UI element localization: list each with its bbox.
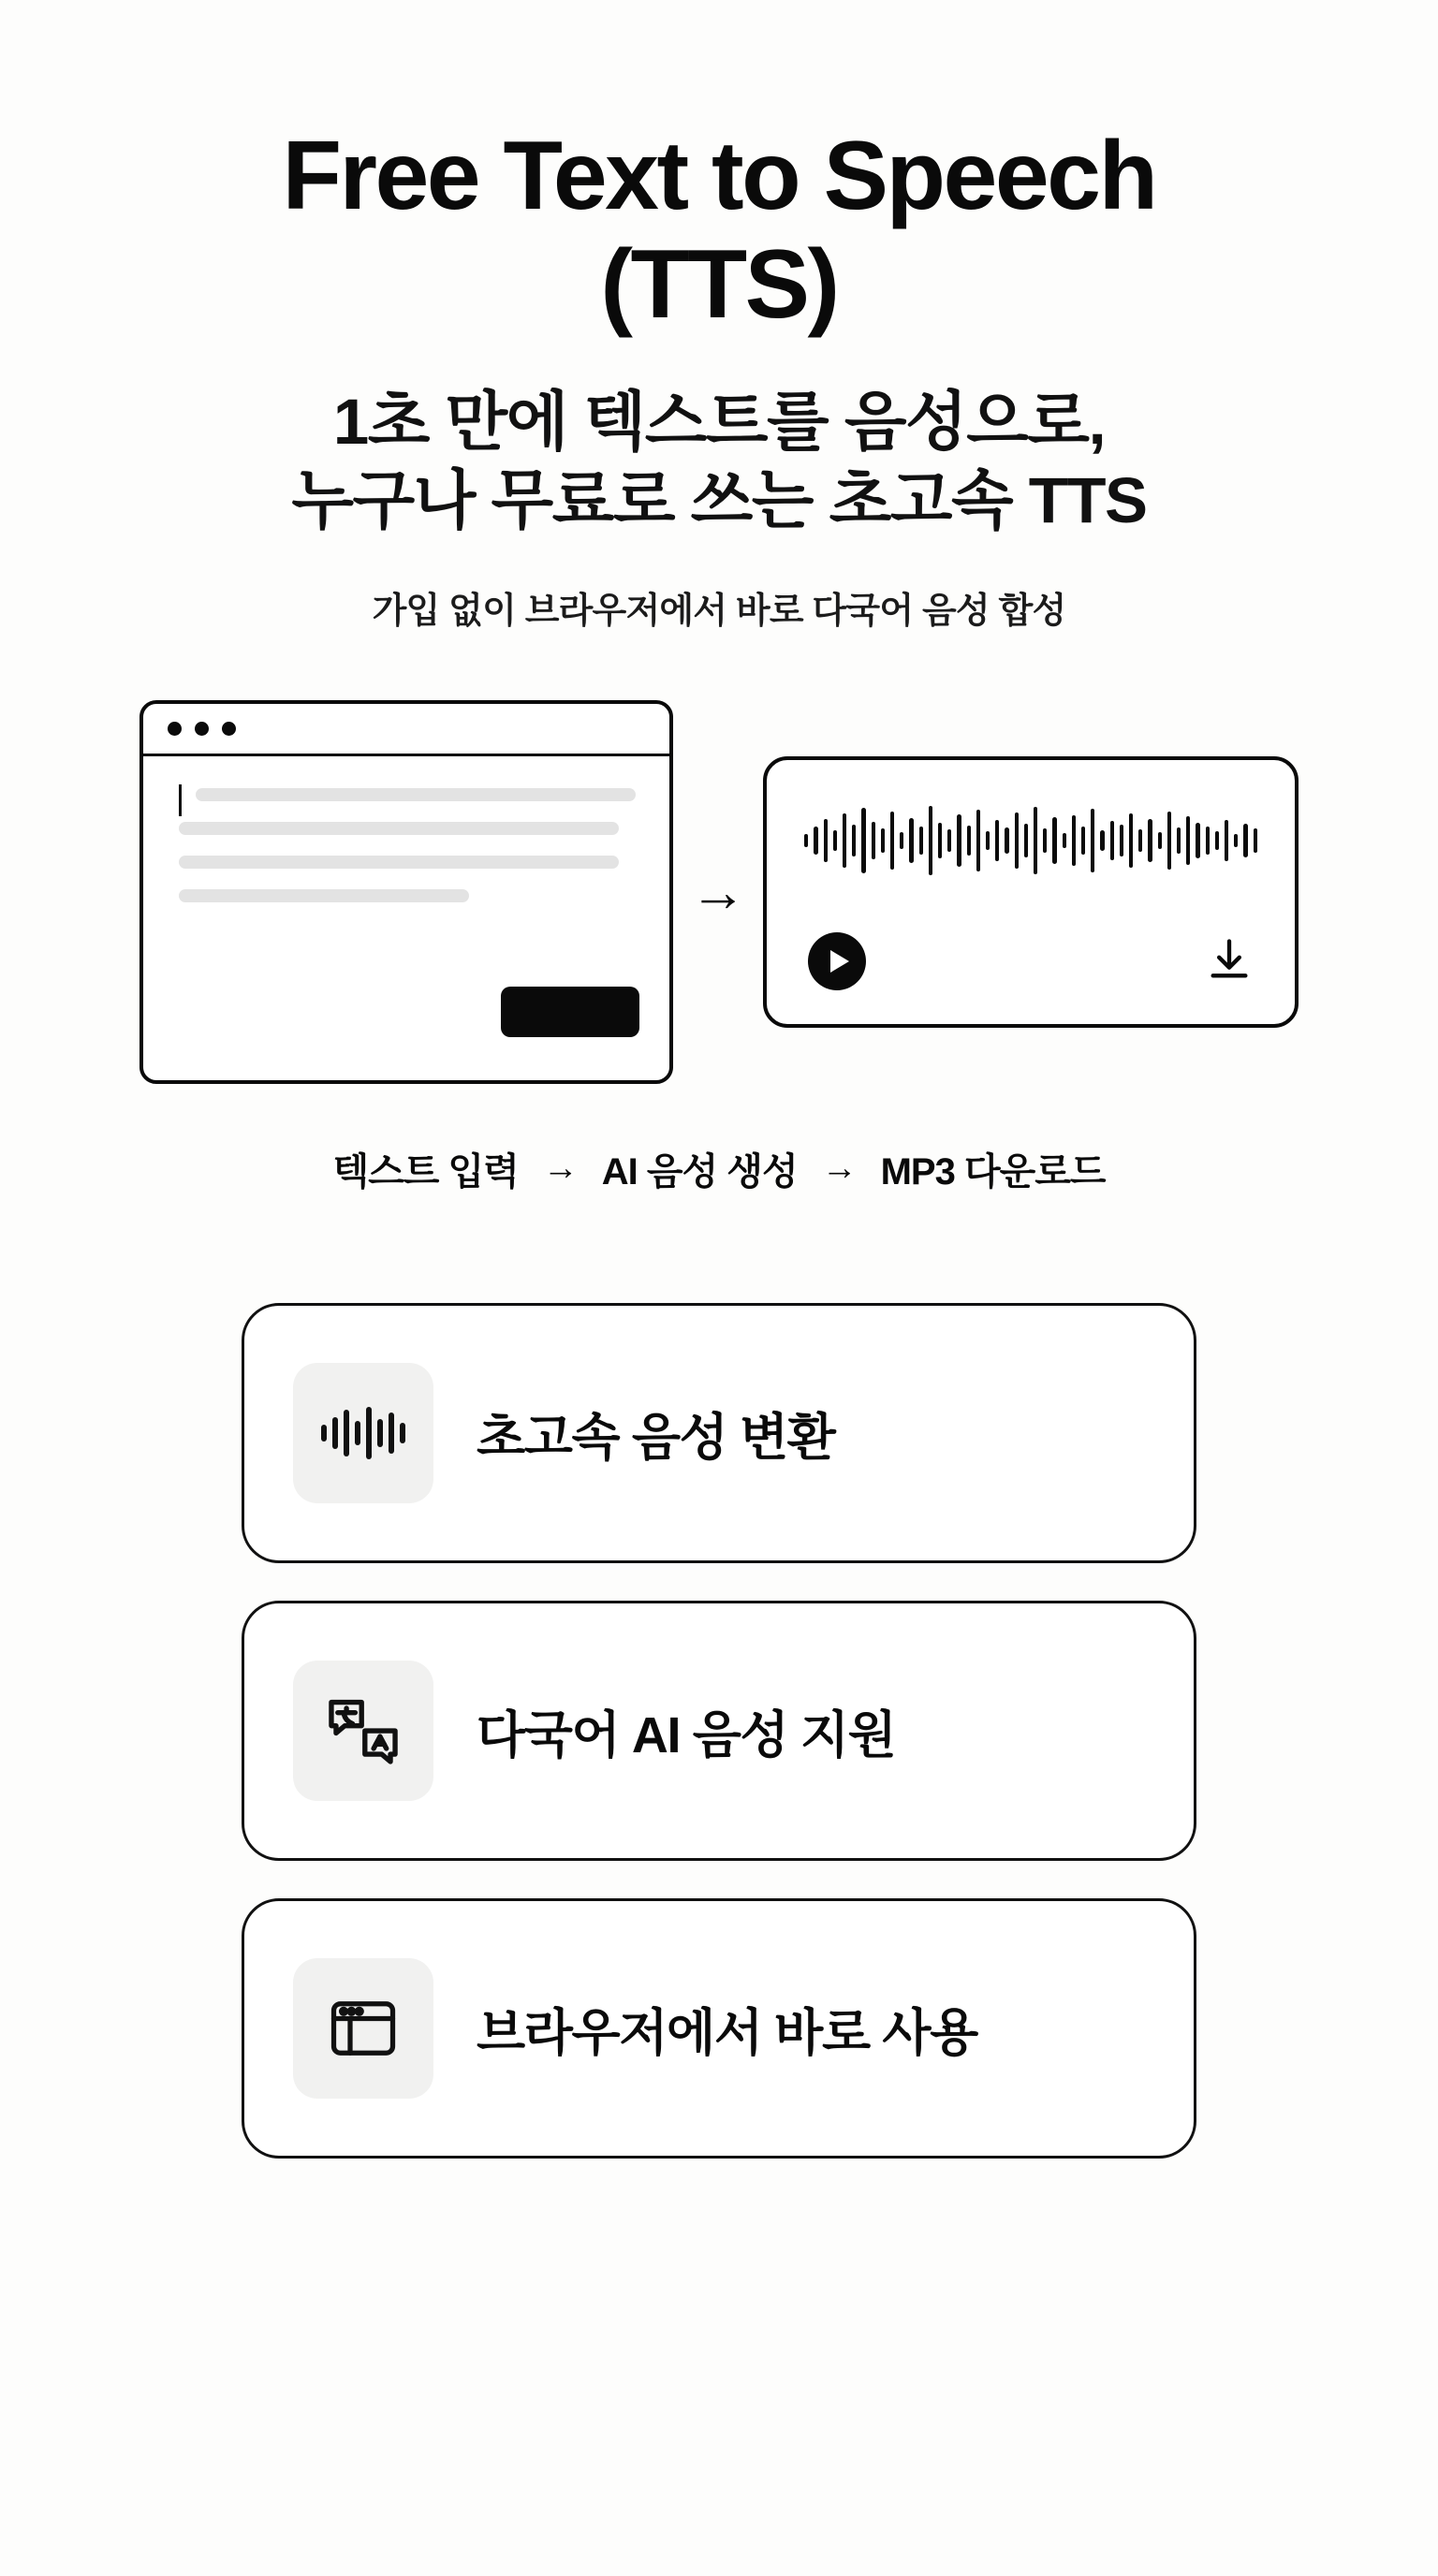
waveform-bar xyxy=(1243,824,1247,857)
waveform-bar xyxy=(890,812,894,870)
steps-caption xyxy=(332,1142,1105,1195)
waveform-bar xyxy=(824,819,828,862)
waveform-bar xyxy=(366,1407,372,1459)
waveform-bar xyxy=(881,828,885,853)
waveform-bars xyxy=(321,1405,405,1461)
waveform-bar xyxy=(1196,823,1199,858)
waveform-bar xyxy=(1177,827,1181,854)
editor-body[interactable] xyxy=(143,756,669,1080)
flow-arrow-icon: → xyxy=(690,860,746,924)
waveform-bar xyxy=(976,810,980,871)
placeholder-line xyxy=(179,822,619,835)
window-titlebar xyxy=(143,704,669,756)
waveform-bar xyxy=(900,832,903,849)
waveform-bar xyxy=(967,826,971,856)
step-1-label: 텍스트 입력 xyxy=(332,1151,519,1193)
play-button[interactable] xyxy=(808,932,866,990)
waveform-bar xyxy=(833,830,837,851)
waveform-icon xyxy=(293,1363,433,1503)
waveform-bar xyxy=(1186,816,1190,865)
waveform-bar xyxy=(1024,824,1028,857)
waveform-bar xyxy=(1015,812,1019,869)
waveform-bar xyxy=(861,808,865,873)
waveform-bar xyxy=(909,818,913,863)
step-2-label: AI 음성 생성 xyxy=(601,1151,798,1193)
window-dot-maximize xyxy=(222,722,236,736)
waveform-bar xyxy=(1110,821,1114,860)
step-3-label: MP3 다운로드 xyxy=(880,1151,1106,1193)
waveform-bar xyxy=(1206,827,1210,855)
waveform-bar xyxy=(1167,812,1171,870)
window-dot-minimize xyxy=(195,722,209,736)
waveform-bar xyxy=(919,827,923,855)
waveform-bar xyxy=(1234,834,1238,847)
waveform-bar xyxy=(947,829,951,852)
waveform-bar xyxy=(344,1410,349,1456)
browser-window-icon xyxy=(293,1958,433,2099)
translate-language-icon xyxy=(293,1661,433,1801)
waveform-bar xyxy=(1129,813,1133,868)
waveform-bar xyxy=(377,1419,383,1447)
waveform-bar xyxy=(1120,825,1123,856)
placeholder-line xyxy=(196,788,636,801)
placeholder-line xyxy=(179,889,469,902)
waveform-bar xyxy=(1034,807,1037,874)
subtitle-line-2: 누구나 무료로 쓰는 초고속 TTS xyxy=(291,464,1147,537)
waveform-bar xyxy=(1091,809,1094,872)
waveform-bar xyxy=(1081,827,1085,855)
page-title: Free Text to Speech (TTS) xyxy=(282,122,1156,340)
waveform-bar xyxy=(938,823,942,858)
waveform-bar xyxy=(1158,832,1162,849)
waveform-bar xyxy=(355,1421,360,1445)
waveform-bar xyxy=(852,825,856,856)
tagline: 가입 없이 브라우저에서 바로 다국어 음성 합성 xyxy=(372,592,1066,632)
text-editor-window xyxy=(139,700,673,1084)
feature-label: 브라우저에서 바로 사용 xyxy=(477,2004,977,2061)
feature-label: 초고속 음성 변환 xyxy=(477,1409,835,1466)
waveform-bar xyxy=(929,806,932,875)
waveform-bar xyxy=(332,1417,338,1449)
waveform-bar xyxy=(1072,815,1076,866)
waveform-bar xyxy=(814,827,817,855)
waveform-bar xyxy=(1005,827,1008,854)
window-dot-close xyxy=(168,722,182,736)
feature-card-browser[interactable] xyxy=(242,1898,1196,2159)
waveform-bar xyxy=(1148,819,1152,862)
play-triangle-icon xyxy=(830,950,849,973)
waveform-bar xyxy=(843,813,846,868)
placeholder-line xyxy=(179,856,619,869)
waveform-bar xyxy=(804,834,808,847)
waveform-bar xyxy=(1043,828,1047,853)
feature-card-speed[interactable] xyxy=(242,1303,1196,1563)
waveform-bar xyxy=(957,814,961,867)
feature-label: 다국어 AI 음성 지원 xyxy=(477,1706,896,1764)
step-arrow-icon-2: → xyxy=(821,1149,857,1189)
audio-player-card xyxy=(763,756,1299,1028)
waveform-bar xyxy=(389,1412,394,1454)
waveform-bar xyxy=(1100,830,1104,851)
waveform-bar xyxy=(1254,828,1257,853)
waveform-bar xyxy=(995,820,999,861)
waveform-bar xyxy=(1138,829,1142,852)
feature-list xyxy=(242,1303,1196,2159)
waveform xyxy=(804,798,1257,884)
waveform-bar xyxy=(1052,817,1056,864)
waveform-bar xyxy=(1063,833,1066,848)
generate-button[interactable] xyxy=(501,987,639,1037)
waveform-bar xyxy=(1215,831,1219,850)
feature-card-multilingual[interactable] xyxy=(242,1601,1196,1861)
waveform-bar xyxy=(872,822,875,859)
waveform-bar xyxy=(1225,820,1228,861)
subtitle xyxy=(291,383,1146,540)
waveform-bar xyxy=(986,831,990,850)
step-arrow-icon-1: → xyxy=(542,1149,578,1189)
flow-diagram xyxy=(101,700,1337,1084)
subtitle-line-1: 1초 만에 텍스트를 음성으로, xyxy=(332,385,1106,458)
download-icon[interactable] xyxy=(1205,935,1254,988)
audio-controls xyxy=(808,932,1254,990)
waveform-bar xyxy=(321,1425,327,1442)
text-caret xyxy=(179,784,182,816)
waveform-bar xyxy=(400,1423,405,1443)
